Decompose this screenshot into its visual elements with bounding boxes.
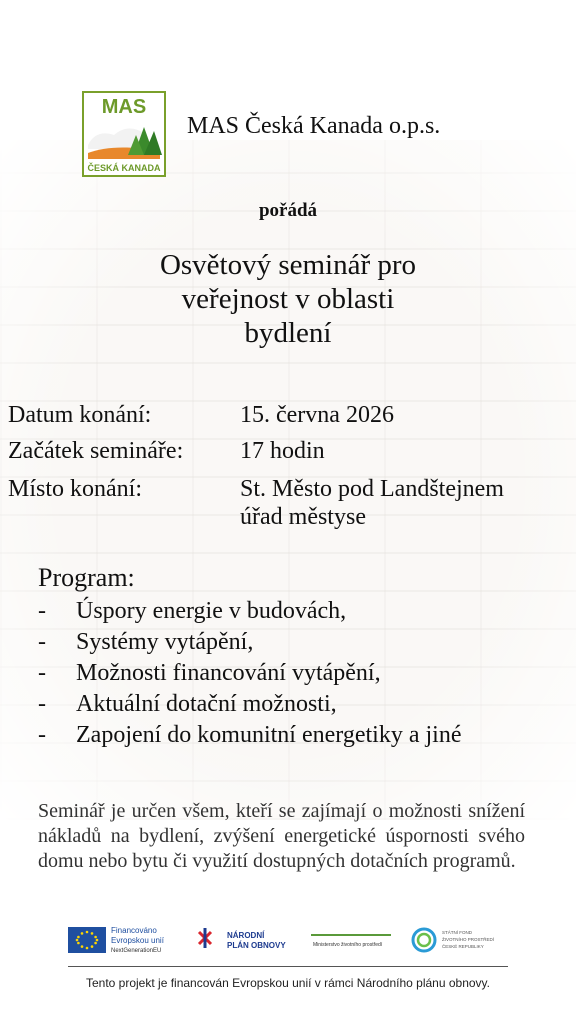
start-label: Začátek semináře:	[8, 438, 184, 464]
title-line: bydlení	[244, 317, 332, 349]
program-heading: Program:	[38, 563, 135, 592]
sfzp-logo	[410, 922, 510, 958]
date-label: Datum konání:	[8, 402, 152, 428]
program-item: - Aktuální dotační možnosti,	[38, 691, 337, 717]
eu-logo	[68, 922, 188, 958]
place-value-line2: úřad městyse	[240, 504, 366, 530]
program-item: - Možnosti financování vytápění,	[38, 660, 381, 686]
title-line: Osvětový seminář pro	[159, 249, 417, 281]
svg-text:Evropskou unií: Evropskou unií	[111, 936, 164, 945]
npo-logo	[195, 922, 295, 958]
place-label: Místo konání:	[8, 476, 143, 502]
program-list	[38, 596, 538, 751]
svg-text:Ministerstvo životního prostře: Ministerstvo životního prostředí	[313, 942, 383, 948]
svg-text:MAS: MAS	[101, 96, 147, 118]
organization-name: MAS Česká Kanada o.p.s.	[187, 113, 441, 139]
footer-text: Tento projekt je financován Evropskou unií v rámci Národního plánu obnovy.	[85, 976, 490, 990]
svg-text:NÁRODNÍ: NÁRODNÍ	[227, 931, 265, 940]
intro-text: pořádá	[258, 200, 318, 221]
mas-logo	[82, 91, 166, 177]
description: Seminář je určen všem, kteří se zajímají o možnosti snížení nákladů na bydlení, zvýšení energetické úspornosti svého domu nebo bytu či využití dostupných dotačních programů.	[38, 800, 525, 872]
seminar-title	[88, 248, 488, 350]
funding-logos	[68, 922, 508, 958]
svg-text:ČESKÁ KANADA: ČESKÁ KANADA	[87, 163, 161, 173]
footer-divider	[68, 966, 508, 967]
svg-text:Financováno: Financováno	[111, 926, 157, 935]
svg-text:ČESKÉ REPUBLIKY: ČESKÉ REPUBLIKY	[442, 944, 484, 949]
svg-text:STÁTNÍ FOND: STÁTNÍ FOND	[442, 930, 472, 935]
svg-text:NextGenerationEU: NextGenerationEU	[111, 948, 162, 954]
svg-text:PLÁN OBNOVY: PLÁN OBNOVY	[227, 941, 286, 950]
place-value: St. Město pod Landštejnem	[240, 476, 504, 502]
program-item: - Systémy vytápění,	[38, 629, 254, 655]
title-line: veřejnost v oblasti	[181, 283, 395, 315]
start-value: 17 hodin	[240, 438, 325, 464]
mzp-logo	[311, 922, 396, 958]
svg-text:ŽIVOTNÍHO PROSTŘEDÍ: ŽIVOTNÍHO PROSTŘEDÍ	[442, 937, 495, 942]
program-item: - Zapojení do komunitní energetiky a jiné	[38, 722, 462, 748]
date-value: 15. června 2026	[240, 402, 394, 428]
program-item: - Úspory energie v budovách,	[38, 598, 347, 624]
